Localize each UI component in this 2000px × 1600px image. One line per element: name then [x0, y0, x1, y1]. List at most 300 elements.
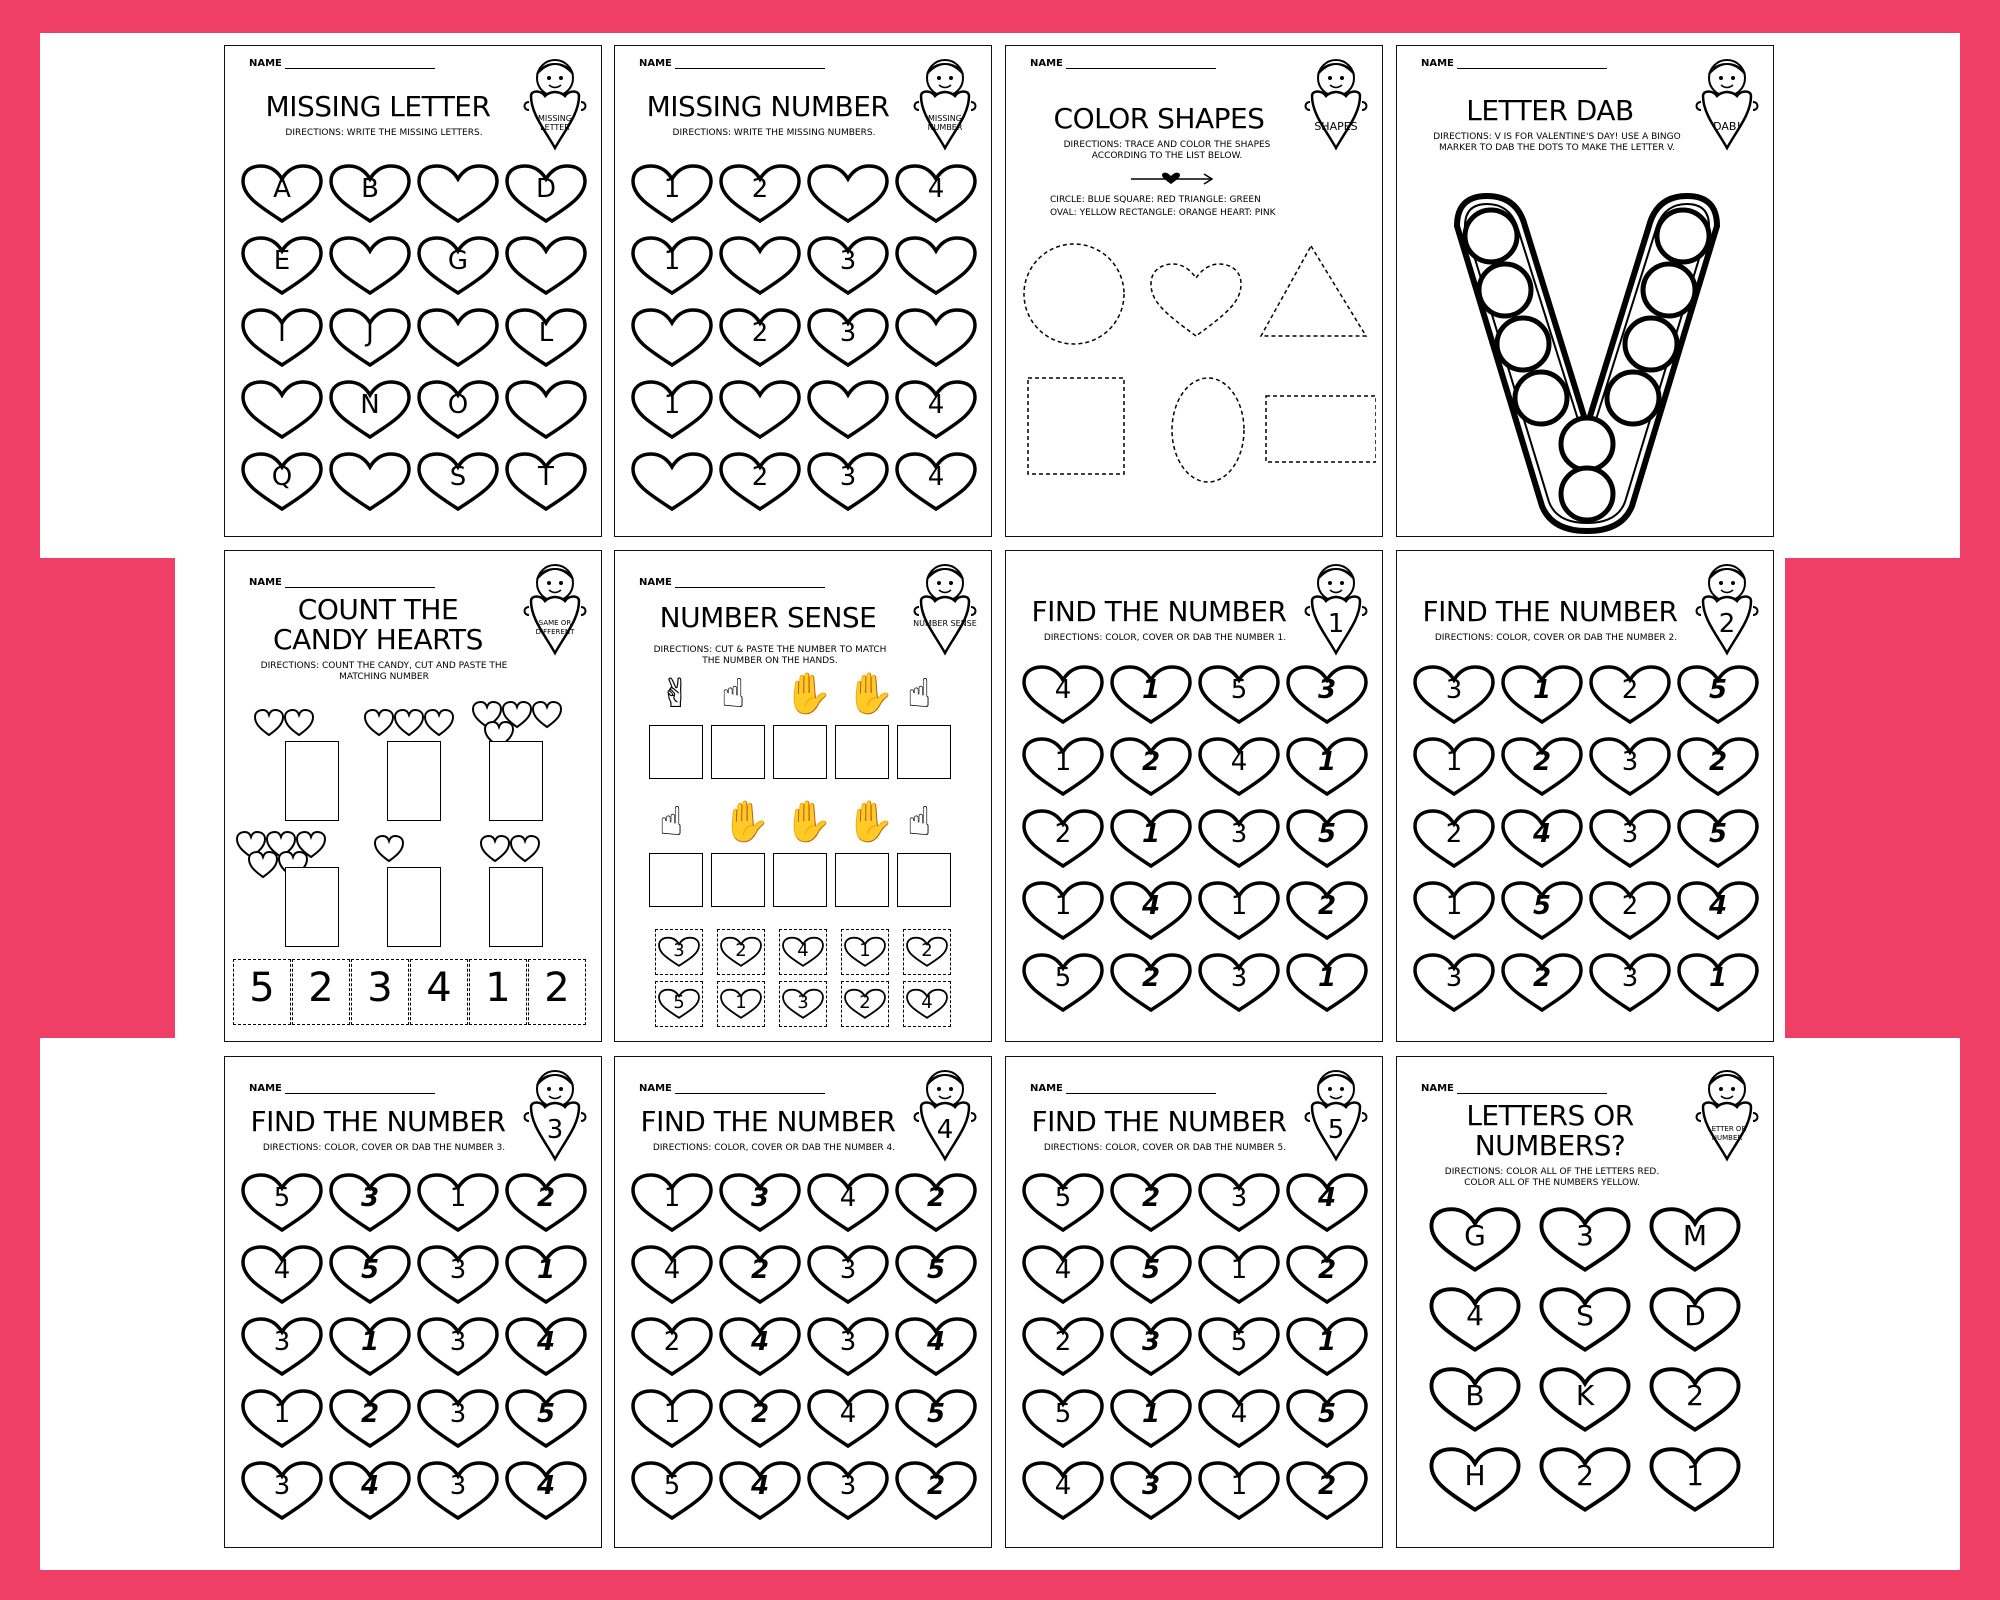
heart-value: 1 [1141, 675, 1161, 705]
heart-value: 5 [926, 1399, 946, 1429]
cut-heart-card[interactable] [655, 981, 703, 1027]
heart-cell[interactable] [1020, 1245, 1106, 1305]
heart-cell[interactable] [893, 1245, 979, 1305]
heart-cell[interactable] [717, 308, 803, 368]
heart-value: 2 [1317, 1255, 1337, 1285]
paste-box[interactable] [285, 867, 339, 947]
heart-cell[interactable] [893, 380, 979, 440]
heart-cell[interactable] [717, 1173, 803, 1233]
name-field: NAME [1421, 1083, 1607, 1094]
heart-cell[interactable] [1108, 1461, 1194, 1521]
heart-cell[interactable] [1411, 809, 1497, 869]
heart-value: 5 [663, 1471, 681, 1501]
hand-icon: ✋ [845, 671, 895, 717]
heart-cell[interactable] [629, 1461, 715, 1521]
heart-cell[interactable] [1499, 809, 1585, 869]
heart-grid [239, 164, 589, 512]
heart-value: 1 [663, 246, 681, 276]
heart-cell[interactable] [1284, 1317, 1370, 1377]
heart-cell[interactable] [1284, 1461, 1370, 1521]
heart-cell[interactable] [1196, 953, 1282, 1013]
mascot-icon [1300, 557, 1372, 657]
heart-cell[interactable] [1196, 1461, 1282, 1521]
paste-square[interactable] [835, 725, 889, 779]
heart-value: 1 [1686, 1459, 1704, 1492]
heart-cell[interactable] [805, 1317, 891, 1377]
heart-value: 1 [1230, 891, 1248, 921]
page-title: NUMBER SENSE [659, 601, 877, 634]
heart-value: 4 [360, 1471, 380, 1501]
heart-cell[interactable] [327, 236, 413, 296]
heart-cell[interactable] [503, 452, 589, 512]
heart-cell[interactable] [503, 1317, 589, 1377]
heart-cell[interactable] [805, 164, 891, 224]
heart-cell[interactable] [415, 1245, 501, 1305]
cut-number-card[interactable]: 1 [469, 959, 527, 1025]
heart-cell[interactable] [239, 1461, 325, 1521]
heart-cell[interactable] [717, 164, 803, 224]
heart-value: M [1682, 1219, 1708, 1252]
heart-cell[interactable] [893, 308, 979, 368]
page-title-line-1: LETTERS OR [1466, 1099, 1634, 1132]
heart-value: 3 [1445, 963, 1463, 993]
heart-cell[interactable] [239, 1317, 325, 1377]
traceable-shapes [1016, 236, 1376, 536]
cut-heart-card[interactable] [655, 929, 703, 975]
heart-value: S [1576, 1299, 1594, 1332]
heart-cell[interactable] [805, 1389, 891, 1449]
heart-cell[interactable] [1196, 1245, 1282, 1305]
heart-cell[interactable] [1108, 953, 1194, 1013]
heart-cell[interactable] [1196, 1317, 1282, 1377]
heart-value: 5 [1230, 1327, 1248, 1357]
cut-heart-card[interactable] [841, 929, 889, 975]
heart-value: 3 [1141, 1327, 1161, 1357]
worksheet-find-number-2 [1396, 550, 1774, 1042]
paste-box[interactable] [285, 741, 339, 821]
heart-cell[interactable] [1675, 953, 1761, 1013]
heart-value: 2 [1445, 819, 1463, 849]
heart-cell[interactable] [1427, 1287, 1523, 1353]
heart-cell[interactable] [893, 236, 979, 296]
cut-heart-card[interactable] [903, 929, 951, 975]
heart-cell[interactable] [239, 308, 325, 368]
heart-value: 4 [750, 1471, 770, 1501]
heart-cell[interactable] [1020, 881, 1106, 941]
heart-cell[interactable] [1020, 1461, 1106, 1521]
heart-cell[interactable] [1284, 953, 1370, 1013]
heart-value: 2 [1054, 819, 1072, 849]
heart-cell[interactable] [1196, 809, 1282, 869]
heart-value: 1 [1317, 747, 1337, 777]
heart-cell[interactable] [327, 1461, 413, 1521]
directions: DIRECTIONS: COLOR, COVER OR DAB THE NUMBER 5. [1043, 1143, 1287, 1153]
mascot-icon [1300, 1063, 1372, 1163]
heart-cell[interactable] [805, 1461, 891, 1521]
heart-value: 1 [663, 174, 681, 204]
hand-icon: ☝ [659, 799, 684, 845]
heart-cell[interactable] [893, 1173, 979, 1233]
heart-cell[interactable] [415, 1173, 501, 1233]
heart-cell[interactable] [1499, 665, 1585, 725]
heart-value: 2 [1621, 675, 1639, 705]
heart-value: 1 [1532, 675, 1552, 705]
heart-cell[interactable] [503, 380, 589, 440]
heart-value: 3 [449, 1399, 467, 1429]
heart-cell[interactable] [1427, 1367, 1523, 1433]
heart-value: 4 [927, 174, 945, 204]
heart-value: 5 [1230, 675, 1248, 705]
heart-cell[interactable] [327, 380, 413, 440]
heart-cell[interactable] [1647, 1207, 1743, 1273]
cut-heart-grid-1 [655, 929, 975, 977]
hand-icon: ☝ [907, 671, 932, 717]
directions: DIRECTIONS: TRACE AND COLOR THE SHAPES ACCORDING TO THE LIST BELOW. [1063, 140, 1271, 161]
heart-cell[interactable] [1284, 1389, 1370, 1449]
heart-cell[interactable] [1411, 665, 1497, 725]
page-title: FIND THE NUMBER [1031, 595, 1287, 628]
cut-heart-card[interactable] [717, 981, 765, 1027]
heart-cell[interactable] [415, 1389, 501, 1449]
heart-cell[interactable] [629, 452, 715, 512]
heart-cell[interactable] [1020, 953, 1106, 1013]
heart-cell[interactable] [1196, 1173, 1282, 1233]
heart-cell[interactable] [1196, 737, 1282, 797]
cut-number-card[interactable]: 4 [410, 959, 468, 1025]
paste-square[interactable] [711, 853, 765, 907]
heart-cell[interactable] [1196, 881, 1282, 941]
heart-cell[interactable] [1675, 809, 1761, 869]
heart-cell[interactable] [239, 1173, 325, 1233]
heart-value: 4 [750, 1327, 770, 1357]
paste-box[interactable] [489, 741, 543, 821]
heart-value: 1 [1317, 1327, 1337, 1357]
heart-value: 5 [273, 1183, 291, 1213]
heart-cell[interactable] [805, 380, 891, 440]
paste-square[interactable] [711, 725, 765, 779]
heart-cell[interactable] [629, 164, 715, 224]
heart-cell[interactable] [717, 452, 803, 512]
heart-cell[interactable] [1587, 737, 1673, 797]
heart-cell[interactable] [805, 236, 891, 296]
heart-cell[interactable] [893, 1389, 979, 1449]
heart-cell[interactable] [1020, 809, 1106, 869]
heart-value: 4 [839, 1399, 857, 1429]
worksheet-missing-letter [224, 45, 602, 537]
heart-cell[interactable] [805, 308, 891, 368]
heart-value: 1 [1317, 963, 1337, 993]
heart-value: 1 [273, 1399, 291, 1429]
heart-cell[interactable] [717, 236, 803, 296]
name-field: NAME [249, 1083, 435, 1094]
hand-icon: ☝ [721, 671, 746, 717]
heart-cell[interactable] [415, 380, 501, 440]
page-title: LETTER DAB [1466, 94, 1634, 127]
heart-value: 1 [1445, 891, 1463, 921]
heart-cell[interactable] [1108, 737, 1194, 797]
paste-box[interactable] [387, 867, 441, 947]
heart-cell[interactable] [893, 1461, 979, 1521]
heart-value: 4 [1532, 819, 1552, 849]
worksheet-find-number-4 [614, 1056, 992, 1548]
heart-cell[interactable] [629, 308, 715, 368]
badge-number: 5 [1327, 1115, 1345, 1145]
heart-cell[interactable] [327, 1317, 413, 1377]
heart-cell[interactable] [1537, 1367, 1633, 1433]
worksheet-find-number-3 [224, 1056, 602, 1548]
page-title: COLOR SHAPES [1053, 102, 1265, 135]
heart-cell[interactable] [1537, 1207, 1633, 1273]
heart-cell[interactable] [1284, 1173, 1370, 1233]
worksheet-find-number-1 [1005, 550, 1383, 1042]
mascot-icon [519, 557, 591, 657]
heart-cell[interactable] [805, 452, 891, 512]
paste-square[interactable] [897, 853, 951, 907]
cut-number-card[interactable]: 3 [351, 959, 409, 1025]
cut-number-card[interactable]: 5 [233, 959, 291, 1025]
heart-cell[interactable] [893, 452, 979, 512]
heart-value: 3 [1621, 963, 1639, 993]
heart-value: 4 [536, 1471, 556, 1501]
heart-cell[interactable] [1427, 1447, 1523, 1513]
worksheet-find-number-5 [1005, 1056, 1383, 1548]
heart-value: 1 [536, 1255, 556, 1285]
heart-cell[interactable] [239, 380, 325, 440]
heart-grid [1411, 665, 1761, 1013]
heart-cell[interactable] [415, 452, 501, 512]
heart-cell[interactable] [1647, 1447, 1743, 1513]
heart-cell[interactable] [503, 1173, 589, 1233]
heart-cell[interactable] [1499, 881, 1585, 941]
heart-cell[interactable] [327, 164, 413, 224]
heart-cell[interactable] [239, 1389, 325, 1449]
heart-cell[interactable] [629, 1317, 715, 1377]
heart-cell[interactable] [1284, 809, 1370, 869]
heart-value: 1 [1708, 963, 1728, 993]
heart-cell[interactable] [1196, 1389, 1282, 1449]
heart-cell[interactable] [805, 1245, 891, 1305]
heart-icon [327, 236, 413, 296]
paste-square[interactable] [773, 853, 827, 907]
heart-cell[interactable] [239, 1245, 325, 1305]
heart-icon [805, 380, 891, 440]
heart-cell[interactable] [415, 308, 501, 368]
mascot-icon [1691, 557, 1763, 657]
page-title: FIND THE NUMBER [250, 1105, 506, 1138]
heart-value: 5 [1141, 1255, 1161, 1285]
heart-value: 1 [449, 1183, 467, 1213]
heart-cell[interactable] [503, 1245, 589, 1305]
mascot-icon [1691, 1063, 1763, 1163]
heart-value: E [273, 246, 291, 276]
heart-cell[interactable] [717, 1389, 803, 1449]
heart-cell[interactable] [893, 1317, 979, 1377]
heart-cell[interactable] [1284, 881, 1370, 941]
heart-cell[interactable] [717, 1245, 803, 1305]
hand-icon: ✌ [659, 671, 693, 717]
heart-cell[interactable] [327, 1245, 413, 1305]
heart-cell[interactable] [1647, 1287, 1743, 1353]
heart-icon [805, 164, 891, 224]
heart-cell[interactable] [1499, 737, 1585, 797]
heart-cell[interactable] [1587, 953, 1673, 1013]
cut-heart-card[interactable] [779, 929, 827, 975]
heart-cell[interactable] [1411, 737, 1497, 797]
cut-heart-card[interactable] [903, 981, 951, 1027]
heart-cell[interactable] [1675, 665, 1761, 725]
paste-box[interactable] [387, 741, 441, 821]
heart-value: 5 [1708, 819, 1728, 849]
heart-cell[interactable] [327, 452, 413, 512]
heart-value: 1 [663, 390, 681, 420]
heart-cell[interactable] [1108, 809, 1194, 869]
paste-square[interactable] [649, 725, 703, 779]
heart-cell[interactable] [717, 1461, 803, 1521]
heart-value: L [538, 318, 554, 348]
heart-value: 2 [1141, 963, 1161, 993]
heart-cell[interactable] [1108, 1317, 1194, 1377]
heart-value: 1 [360, 1327, 380, 1357]
heart-value: 3 [839, 1471, 857, 1501]
heart-cell[interactable] [1427, 1207, 1523, 1273]
heart-value: 1 [735, 992, 747, 1013]
heart-grid [629, 164, 979, 512]
heart-cell[interactable] [805, 1173, 891, 1233]
heart-value: 1 [1054, 747, 1072, 777]
heart-cell[interactable] [503, 164, 589, 224]
heart-cell[interactable] [1411, 953, 1497, 1013]
heart-cell[interactable] [629, 1245, 715, 1305]
heart-cell[interactable] [1587, 809, 1673, 869]
heart-value: 5 [1532, 891, 1552, 921]
mascot-icon [909, 557, 981, 657]
heart-value: 2 [859, 992, 871, 1013]
heart-cell[interactable] [1675, 737, 1761, 797]
heart-cell[interactable] [1108, 1245, 1194, 1305]
paste-square[interactable] [773, 725, 827, 779]
heart-cell[interactable] [1020, 1389, 1106, 1449]
heart-icon [239, 380, 325, 440]
cut-heart-card[interactable] [717, 929, 765, 975]
heart-value: 4 [1054, 1471, 1072, 1501]
heart-value: 5 [1054, 1399, 1072, 1429]
heart-value: 1 [663, 1183, 681, 1213]
heart-cell[interactable] [1108, 881, 1194, 941]
heart-cell[interactable] [327, 1173, 413, 1233]
badge-label: DAB! [1713, 120, 1741, 133]
heart-value: 1 [859, 940, 871, 961]
heart-icon [415, 164, 501, 224]
heart-cell[interactable] [629, 1173, 715, 1233]
heart-cell[interactable] [629, 1389, 715, 1449]
heart-value: I [278, 318, 286, 348]
heart-cell[interactable] [1411, 881, 1497, 941]
heart-cell[interactable] [1196, 665, 1282, 725]
heart-cell[interactable] [239, 452, 325, 512]
heart-cell[interactable] [503, 1461, 589, 1521]
directions: DIRECTIONS: CUT & PASTE THE NUMBER TO MATCH THE NUMBER ON THE HANDS. [653, 645, 887, 666]
heart-cell[interactable] [415, 1317, 501, 1377]
heart-value: 1 [1141, 819, 1161, 849]
cut-number-card[interactable]: 2 [528, 959, 586, 1025]
heart-cell[interactable] [415, 164, 501, 224]
hand-icon: ✋ [783, 799, 833, 845]
heart-cell[interactable] [1020, 1317, 1106, 1377]
heart-cell[interactable] [1284, 1245, 1370, 1305]
heart-cell[interactable] [503, 236, 589, 296]
heart-cell[interactable] [1647, 1367, 1743, 1433]
heart-cell[interactable] [239, 236, 325, 296]
heart-cell[interactable] [415, 236, 501, 296]
name-field: NAME [639, 577, 825, 588]
heart-cell[interactable] [717, 380, 803, 440]
heart-value: B [361, 174, 379, 204]
cut-number-strip [233, 959, 593, 1029]
heart-cell[interactable] [1499, 953, 1585, 1013]
heart-cell[interactable] [1020, 737, 1106, 797]
cut-heart-card[interactable] [841, 981, 889, 1027]
paste-square[interactable] [649, 853, 703, 907]
heart-cell[interactable] [1108, 1389, 1194, 1449]
heart-value: 3 [1317, 675, 1337, 705]
paste-box[interactable] [489, 867, 543, 947]
heart-cell[interactable] [1108, 665, 1194, 725]
heart-value: 5 [1054, 963, 1072, 993]
heart-cell[interactable] [1587, 665, 1673, 725]
heart-value: 1 [663, 1399, 681, 1429]
paste-square[interactable] [835, 853, 889, 907]
paste-square[interactable] [897, 725, 951, 779]
heart-value: 3 [449, 1327, 467, 1357]
heart-cell[interactable] [1537, 1447, 1633, 1513]
heart-cell[interactable] [629, 236, 715, 296]
heart-cell[interactable] [717, 1317, 803, 1377]
directions: DIRECTIONS: COLOR, COVER OR DAB THE NUMBER 2. [1434, 633, 1678, 643]
heart-cell[interactable] [893, 164, 979, 224]
heart-cell[interactable] [1020, 665, 1106, 725]
heart-cell[interactable] [1020, 1173, 1106, 1233]
directions: DIRECTIONS: V IS FOR VALENTINE'S DAY! USE A BINGO MARKER TO DAB THE DOTS TO MAKE THE LETTER V. [1433, 132, 1681, 153]
heart-value: 2 [1532, 747, 1552, 777]
heart-value: 4 [1054, 1255, 1072, 1285]
heart-value: 3 [839, 318, 857, 348]
heart-cell[interactable] [1675, 881, 1761, 941]
heart-value: 1 [1054, 891, 1072, 921]
heart-value: 4 [1054, 675, 1072, 705]
heart-value: 3 [1230, 963, 1248, 993]
heart-cell[interactable] [327, 1389, 413, 1449]
heart-cell[interactable] [1587, 881, 1673, 941]
heart-cell[interactable] [1108, 1173, 1194, 1233]
heart-cell[interactable] [503, 308, 589, 368]
cut-heart-card[interactable] [779, 981, 827, 1027]
heart-cell[interactable] [1537, 1287, 1633, 1353]
heart-cell[interactable] [1284, 665, 1370, 725]
heart-value: S [449, 462, 467, 492]
badge-number: 1 [1327, 609, 1345, 639]
heart-cell[interactable] [503, 1389, 589, 1449]
cut-number-card[interactable]: 2 [292, 959, 350, 1025]
heart-value: 2 [751, 462, 769, 492]
heart-value: 2 [663, 1327, 681, 1357]
heart-cell[interactable] [629, 380, 715, 440]
heart-cell[interactable] [415, 1461, 501, 1521]
heart-cell[interactable] [1284, 737, 1370, 797]
heart-cell[interactable] [239, 164, 325, 224]
worksheet-count-candy-hearts [224, 550, 602, 1042]
heart-cell[interactable] [327, 308, 413, 368]
heart-icon [629, 452, 715, 512]
